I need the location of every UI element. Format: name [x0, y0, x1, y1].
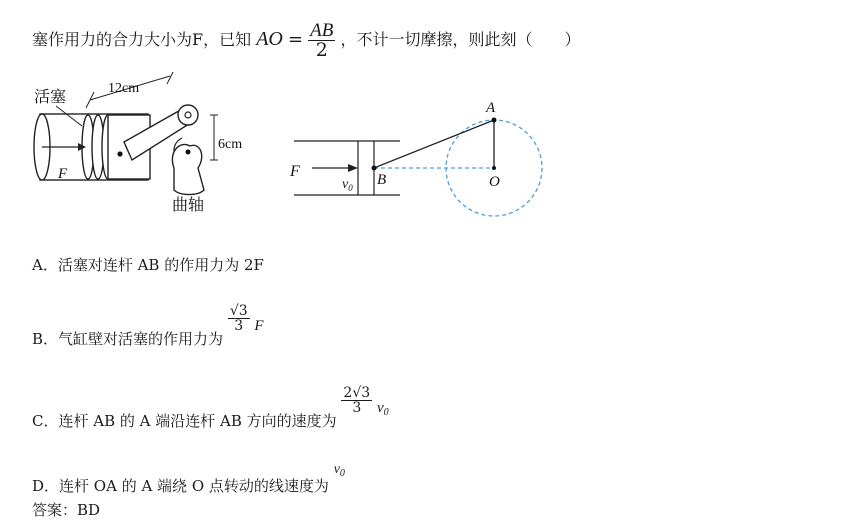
piston-pointer: [56, 106, 82, 126]
velocity-symbol: v: [342, 177, 349, 192]
option-c[interactable]: [32, 378, 389, 438]
force-arrowhead: [348, 164, 358, 172]
label-A: A: [486, 100, 496, 116]
stem-text-after: ，不计一切摩擦，则此刻（ ）: [340, 30, 581, 49]
length-dim-tick-right: [167, 72, 174, 84]
length-dim-tick-left: [86, 92, 94, 108]
option-c-text: C．连杆 AB 的 A 端沿连杆 AB 方向的速度为: [32, 412, 337, 430]
option-c-symbol: v: [376, 400, 384, 416]
option-d[interactable]: [32, 446, 345, 495]
piston-crank-figure: [28, 72, 268, 212]
rod-big-end-hole: [185, 112, 191, 118]
option-d-subscript: 0: [339, 468, 345, 479]
option-c-variable: [377, 400, 389, 416]
stem-formula-eq: =: [287, 29, 304, 50]
schematic-figure: [284, 96, 546, 220]
option-b[interactable]: [32, 296, 264, 356]
option-a-text: A．活塞对连杆 AB 的作用力为 2F: [32, 256, 264, 274]
option-c-fraction: [341, 386, 372, 415]
option-b-numerator: √3: [229, 303, 248, 319]
stem-text-before: 塞作用力的合力大小为F，已知: [32, 30, 252, 49]
piston-pin: [117, 151, 122, 156]
point-O: [492, 166, 496, 170]
answer-text: 答案：BD: [32, 501, 101, 519]
option-a[interactable]: [32, 254, 264, 275]
label-B: B: [377, 172, 387, 188]
option-b-text: B．气缸壁对活塞的作用力为: [32, 330, 224, 348]
stem-fraction-denominator: 2: [308, 40, 335, 60]
option-d-text: D．连杆 OA 的 A 端绕 O 点转动的线速度为: [32, 477, 329, 495]
piston-label: 活塞: [34, 89, 67, 106]
velocity-subscript: 0: [348, 183, 353, 193]
option-b-denominator: 3: [228, 318, 250, 333]
point-A: [492, 118, 497, 123]
option-c-subscript: 0: [383, 407, 389, 418]
option-c-denominator: 3: [341, 400, 372, 415]
answer-line: [32, 499, 100, 520]
stem-formula-lhs: AO: [256, 28, 283, 50]
label-O: O: [489, 174, 500, 190]
force-label: F: [290, 163, 300, 180]
velocity-label: [342, 177, 353, 193]
crank-axis: [186, 150, 191, 155]
force-label-left: F: [58, 166, 68, 182]
option-d-variable: [334, 462, 345, 477]
point-B: [372, 166, 377, 171]
length-label: 12cm: [108, 81, 140, 96]
option-c-numerator: 2√3: [343, 385, 371, 401]
option-d-symbol: v: [333, 462, 340, 477]
question-stem: [32, 14, 580, 64]
stem-fraction-numerator: AB: [310, 20, 334, 41]
crank-label: 曲轴: [172, 197, 205, 212]
option-b-fraction: [228, 304, 250, 333]
rod-AB: [374, 120, 494, 168]
height-label: 6cm: [218, 137, 243, 152]
stem-fraction: [308, 21, 335, 60]
option-b-variable: F: [254, 318, 264, 334]
